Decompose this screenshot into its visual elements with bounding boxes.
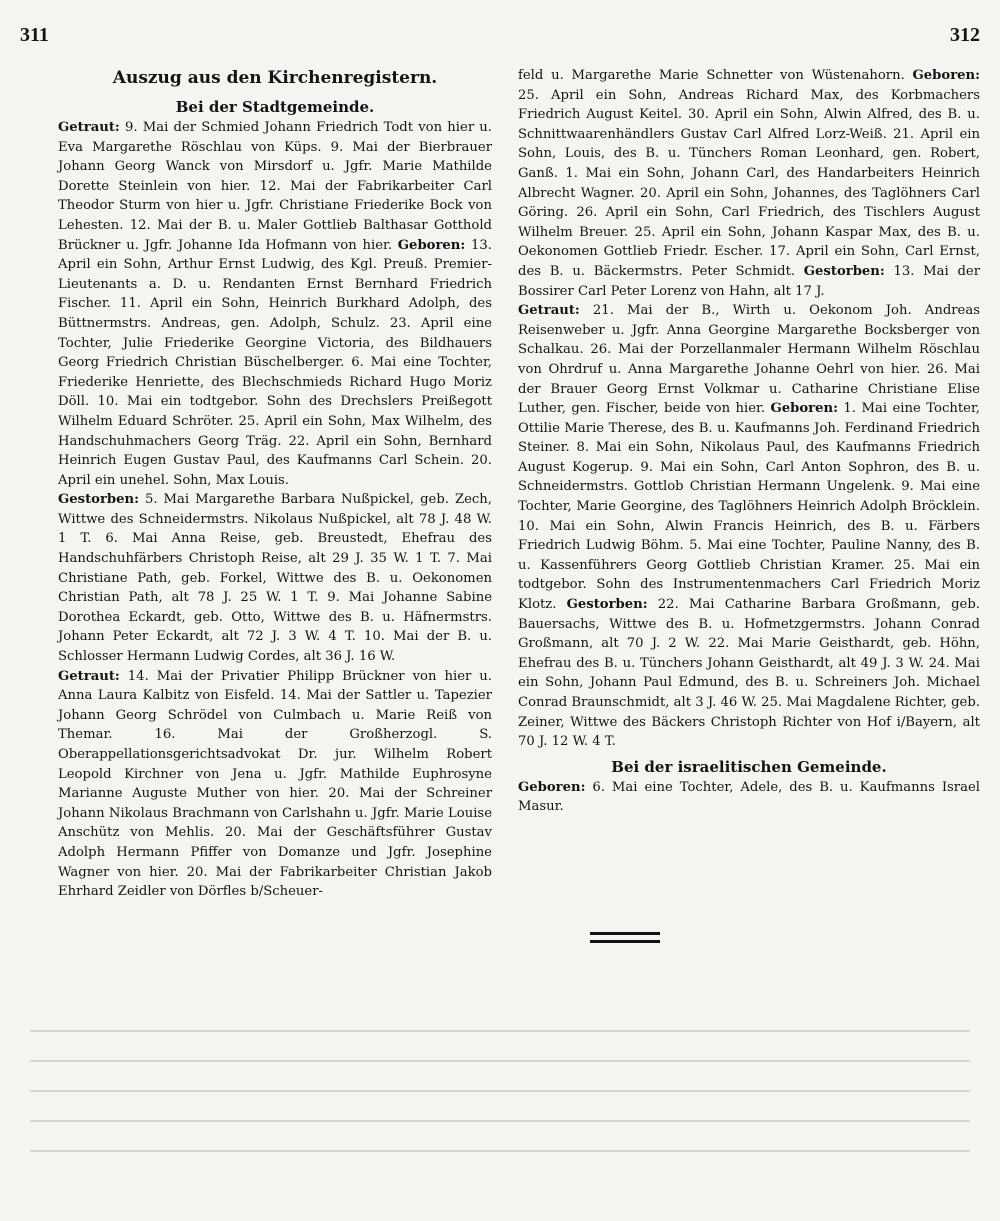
entry-text: 13. Mai der Bossirer Carl Peter Lorenz von Hahn, alt 17 J. — [518, 263, 980, 299]
label-gestorben: Gestorben: — [58, 492, 139, 508]
register-paragraph — [518, 301, 980, 752]
bleed-through-area — [10, 860, 990, 1210]
entry-text: 25. April ein Sohn, Andreas Richard Max, des Korbmachers Friedrich August Keitel. 30. April ein Sohn, Alwin Alfred, des B. u. Schnittwaarenhändlers Gustav Carl Alfred Lorz-Weiß. 21. April ein Sohn, Louis, des B. u. Tünchers Roman Leonhard, gen. Robert, Ganß. 1. Mai ein Sohn, Johann Carl, des Handarbeiters Heinrich Albrecht Wagner. 20. April ein Sohn, Johannes, des Taglöhners Carl Göring. 26. April ein Sohn, Carl Friedrich, des Tischlers August Wilhelm Breuer. 25. April ein Sohn, Johann Kaspar Max, des B. u. Oekonomen Gottlieb Friedr. Escher. 17. April ein Sohn, Carl Ernst, des B. u. Bäckermstrs. Peter Schmidt. — [518, 87, 980, 279]
register-paragraph — [518, 778, 980, 817]
faded-line — [30, 1030, 970, 1032]
entry-text: 9. Mai der Schmied Johann Friedrich Todt von hier u. Eva Margarethe Röschlau von Küps. 9. Mai der Bierbrauer Johann Georg Wanck von Mirsdorf u. Jgfr. Marie Mathilde Dorette Steinlein von hier. 12. Mai der Fabrikarbeiter Carl Theodor Sturm von hier u. Jgfr. Christiane Friederike Bock von Lehesten. 12. Mai der B. u. Maler Gottlieb Balthasar Gotthold Brückner u. Jgfr. Johanne Ida Hofmann von hier. — [58, 120, 492, 253]
entry-text: 13. April ein Sohn, Arthur Ernst Ludwig, des Kgl. Preuß. Premier-Lieutenants a. D. u. Rendanten Ernst Bernhard Friedrich Fischer. 11. April ein Sohn, Heinrich Burkhard Adolph, des Büttnermstrs. Andreas, gen. Adolph, Schulz. 23. April eine Tochter, Julie Friederike Georgine Victoria, des Bildhauers Georg Friedrich Christian Büschelberger. 6. Mai eine Tochter, Friederike Henriette, des Blechschmieds Richard Hugo Moriz Döll. 10. Mai ein todtgebor. Sohn des Drechslers Preißegott Wilhelm Eduard Schröter. 25. April ein Sohn, Max Wilhelm, des Handschuhmachers Georg Träg. 22. April ein Sohn, Bernhard Heinrich Eugen Gustav Paul, des Kaufmanns Carl Schein. 20. April ein unehel. Sohn, Max Louis. — [58, 237, 492, 488]
label-geboren: Geboren: — [518, 779, 586, 795]
section-heading-stadtgemeinde: Bei der Stadtgemeinde. — [175, 98, 375, 116]
label-geboren: Geboren: — [397, 237, 466, 253]
page-number-left: 311 — [20, 24, 49, 46]
entry-text: 21. Mai der B., Wirth u. Oekonom Joh. Andreas Reisenweber u. Jgfr. Anna Georgine Margarethe Bocksberger von Schalkau. 26. Mai der Porzellanmaler Hermann Wilhelm Röschlau von Ohrdruf u. Anna Margarethe Johanne Oehrl von hier. 26. Mai der Brauer Georg Ernst Volkmar u. Catharine Christiane Elise Luther, gen. Fischer, beide von hier. — [518, 303, 980, 417]
register-paragraph — [58, 490, 492, 666]
entry-text: 22. Mai Catharine Barbara Großmann, geb. Bauersachs, Wittwe des B. u. Hofmetzgermstrs. Johann Conrad Großmann, alt 70 J. 2 W. 22. Mai Marie Geisthardt, geb. Höhn, Ehefrau des B. u. Tünchers Johann Geisthardt, alt 49 J. 3 W. 24. Mai ein Sohn, Johann Paul Edmund, des B. u. Schreiners Joh. Michael Conrad Braunschmidt, alt 3 J. 46 W. 25. Mai Magdalene Richter, geb. Zeiner, Wittwe des Bäckers Christoph Richter von Hof i/Bayern, alt 70 J. 12 W. 4 T. — [518, 597, 980, 750]
label-gestorben: Gestorben: — [803, 263, 885, 279]
label-getraut: Getraut: — [58, 668, 120, 684]
entry-text: 14. Mai der Privatier Philipp Brückner von hier u. Anna Laura Kalbitz von Eisfeld. 14. Mai der Sattler u. Tapezier Johann Georg Schrödel von Culmbach u. Marie Reiß von Themar. 16. Mai der Großherzogl. S. Oberappellationsgerichtsadvokat Dr. jur. Wilhelm Robert Leopold Kirchner von Jena u. Jgfr. Mathilde Euphrosyne Marianne Auguste Muther von hier. 20. Mai der Schreiner Johann Nikolaus Brachmann von Carlshahn u. Jgfr. Marie Louise Anschütz von Mehlis. 20. Mai der Geschäftsführer Gustav Adolph Hermann Pfiffer von Domanze und Jgfr. Josephine Wagner von hier. 20. Mai der Fabrikarbeiter Christian Jakob Ehrhard Zeidler von Dörfles b/Scheuer- — [58, 668, 492, 900]
register-paragraph — [58, 118, 492, 490]
left-column — [58, 66, 492, 902]
faded-line — [30, 1090, 970, 1092]
label-gestorben: Gestorben: — [566, 597, 648, 613]
label-geboren: Geboren: — [912, 68, 980, 83]
entry-text: 1. Mai eine Tochter, Ottilie Marie Therese, des B. u. Kaufmanns Joh. Ferdinand Friedrich Steiner. 8. Mai ein Sohn, Nikolaus Paul, des Kaufmanns Friedrich August Kogerup. 9. Mai ein Sohn, Carl Anton Sophron, des B. u. Schneidermstrs. Gottlob Christian Hermann Ungelenk. 9. Mai eine Tochter, Marie Georgine, des Taglöhners Heinrich Adolph Bröcklein. 10. Mai ein Sohn, Alwin Francis Heinrich, des B. u. Färbers Friedrich Ludwig Böhm. 5. Mai eine Tochter, Pauline Nanny, des B. u. Kassenführers Georg Gottlieb Christian Kramer. 25. Mai ein todtgebor. Sohn des Instrumentenmachers Carl Friedrich Moriz Klotz. — [518, 401, 980, 613]
label-getraut: Getraut: — [58, 120, 120, 135]
label-getraut: Getraut: — [518, 303, 580, 319]
faded-line — [30, 1150, 970, 1152]
page-number-right: 312 — [950, 24, 980, 46]
entry-text: 6. Mai eine Tochter, Adele, des B. u. Kaufmanns Israel Masur. — [518, 779, 980, 815]
faded-line — [30, 1060, 970, 1062]
register-paragraph — [518, 66, 980, 301]
entry-text: 5. Mai Margarethe Barbara Nußpickel, geb. Zech, Wittwe des Schneidermstrs. Nikolaus Nußpickel, alt 78 J. 48 W. 1 T. 6. Mai Anna Reise, geb. Breustedt, Ehefrau des Handschuhfärbers Christoph Reise, alt 29 J. 35 W. 1 T. 7. Mai Christiane Path, geb. Forkel, Wittwe des B. u. Oekonomen Christian Path, alt 78 J. 25 W. 1 T. 9. Mai Johanne Sabine Dorothea Eckardt, geb. Otto, Wittwe des B. u. Häfnermstrs. Johann Peter Eckardt, alt 72 J. 3 W. 4 T. 10. Mai der B. u. Schlosser Hermann Ludwig Cordes, alt 36 J. 16 W. — [58, 492, 492, 665]
section-heading-israelitisch: Bei der israelitischen Gemeinde. — [611, 757, 887, 776]
entry-text: feld u. Margarethe Marie Schnetter von Wüstenahorn. — [518, 68, 913, 83]
faded-line — [30, 1120, 970, 1122]
label-geboren: Geboren: — [770, 401, 838, 417]
document-title: Auszug aus den Kirchenregistern. — [112, 68, 438, 88]
right-column — [518, 66, 980, 817]
